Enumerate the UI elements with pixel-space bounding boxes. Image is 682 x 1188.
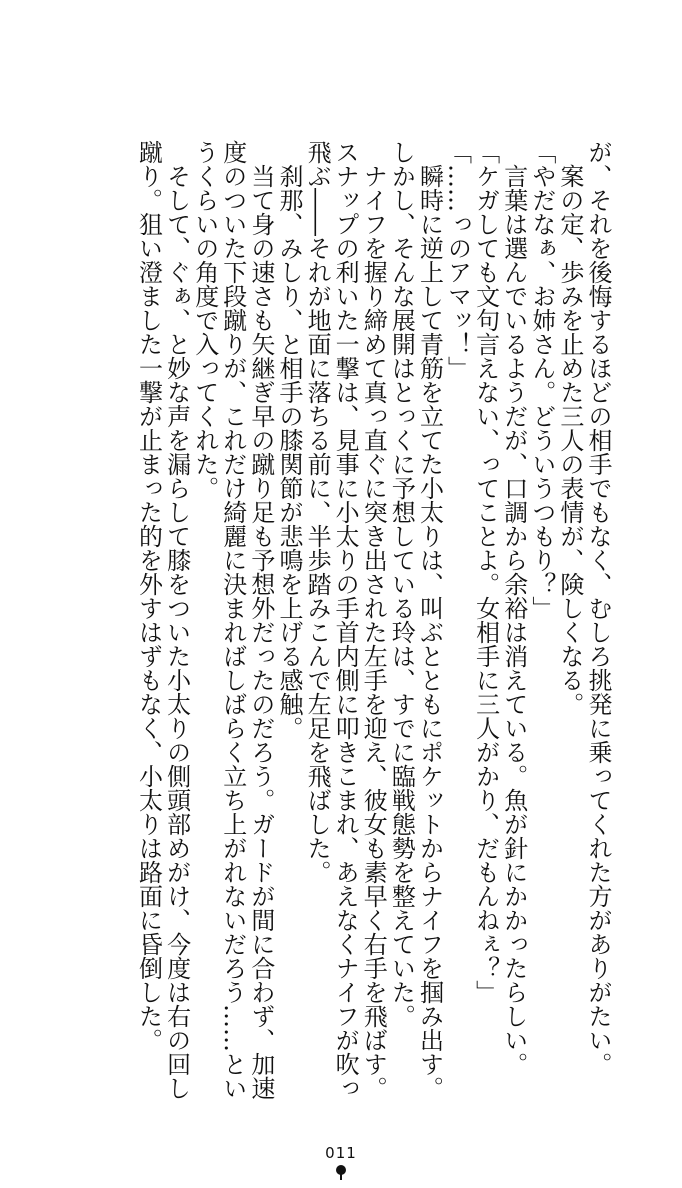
text-line: 「やだなぁ、お姉さん。どういうつもり？」 xyxy=(527,140,556,620)
text-line: 飛ぶ――それが地面に落ちる前に、半歩踏みこんで左足を飛ばした。 xyxy=(303,140,332,884)
text-line: 言葉は選んでいるようだが、口調から余裕は消えている。魚が針にかかったらしい。 xyxy=(499,140,528,1076)
page-number: 011 xyxy=(325,1144,357,1162)
text-line: 刹那、みしり、と相手の膝関節が悲鳴を上げる感触。 xyxy=(274,140,303,740)
text-line: しかし、そんな展開はとっくに予想している玲は、すでに臨戦態勢を整えていた。 xyxy=(387,140,416,1028)
text-line: スナップの利いた一撃は、見事に小太りの手首内側に叩きこまれ、あえなくナイフが吹っ xyxy=(331,140,360,1100)
text-line: が、それを後悔するほどの相手でもなく、むしろ挑発に乗ってくれた方がありがたい。 xyxy=(584,140,612,1076)
text-line: 当て身の速さも矢継ぎ早の蹴り足も予想外だったのだろう。ガードが間に合わず、加速 xyxy=(246,140,275,1100)
text-line: 「ケガしても文句言えない、ってことよ。女相手に三人がかり、だもんねぇ？」 xyxy=(471,140,500,1004)
text-line: うくらいの角度で入ってくれた。 xyxy=(190,140,219,500)
text-line: 瞬時に逆上して青筋を立てた小太りは、叫ぶとともにポケットからナイフを掴み出す。 xyxy=(415,140,444,1100)
vertical-text-body xyxy=(134,140,612,1140)
text-line: ナイフを握り締めて真っ直ぐに突き出された左手を迎え、彼女も素早く右手を飛ばす。 xyxy=(359,140,388,1100)
text-line: 蹴り。狙い澄ました一撃が止まった的を外すはずもなく、小太りは路面に昏倒した。 xyxy=(134,140,163,1052)
page-marker-stem xyxy=(340,1170,342,1180)
text-line: 「……っのアマッ！」 xyxy=(443,140,472,380)
text-line: 案の定、歩みを止めた三人の表情が、険しくなる。 xyxy=(555,140,584,716)
text-line: 度のついた下段蹴りが、これだけ綺麗に決まればしばらく立ち上がれないだろう……とい xyxy=(218,140,247,1100)
text-line: そして、ぐぁ、と妙な声を漏らして膝をついた小太りの側頭部めがけ、今度は右の回し xyxy=(162,140,191,1100)
